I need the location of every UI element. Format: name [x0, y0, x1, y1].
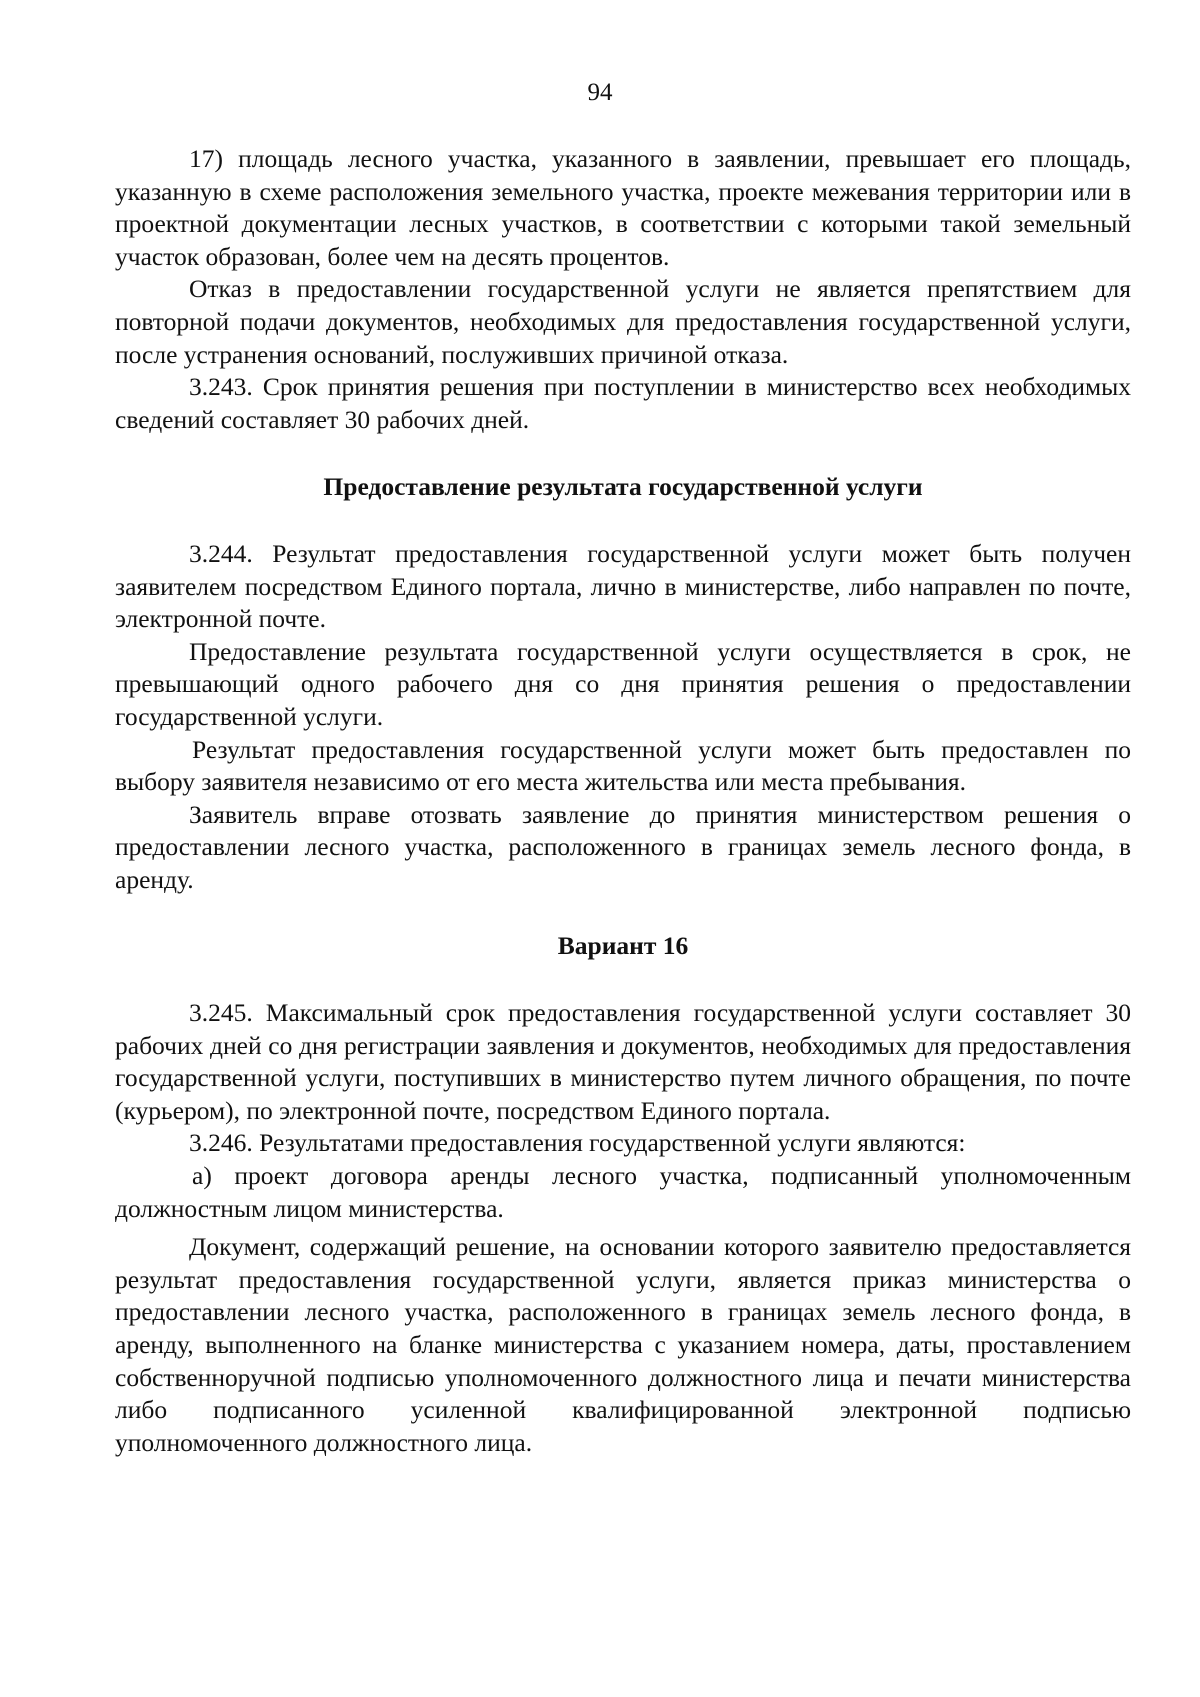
document-body	[115, 143, 1131, 1459]
paragraph-3-243: 3.243. Срок принятия решения при поступлении в министерство всех необходимых сведений составляет 30 рабочих дней.	[115, 372, 1131, 434]
paragraph-result-term: Предоставление результата государственной услуги осуществляется в срок, не превышающий одного рабочего дня со дня принятия решения о предоставлении государственной услуги.	[115, 636, 1131, 731]
paragraph-3-244: 3.244. Результат предоставления государственной услуги может быть получен заявителем посредством Единого портала, лично в министерстве, либо направлен по почте, электронной почте.	[115, 538, 1131, 634]
page-number: 94	[587, 79, 613, 106]
paragraph-result-choice: Результат предоставления государственной услуги может быть предоставлен по выбору заявителя независимо от его места жительства или места пребывания.	[115, 734, 1131, 797]
section-heading-result: Предоставление результата государственной услуги	[323, 472, 923, 502]
paragraph-decision-document: Документ, содержащий решение, на основании которого заявителю предоставляется результат предоставления государственной услуги, является приказ министерства о предоставлении лесного участка, расположенного в границах земель лесного фонда, в аренду, выполненного на бланке министерства с указанием номера, даты, проставлением собственноручной подписью уполномоченного должностного лица и печати министерства либо подписанного усиленной квалифицированной электронной подписью уполномоченного должностного лица.	[115, 1232, 1131, 1457]
section-heading-variant-16: Вариант 16	[557, 931, 689, 961]
paragraph-refusal-note: Отказ в предоставлении государственной услуги не является препятствием для повторной подачи документов, необходимых для предоставления государственной услуги, после устранения оснований, послуживших причиной отказа.	[115, 274, 1131, 369]
paragraph-3-245: 3.245. Максимальный срок предоставления государственной услуги составляет 30 рабочих дней со дня регистрации заявления и документов, необходимых для предоставления государственной услуги, поступивших в министерство путем личного обращения, по почте (курьером), по электронной почте, посредством Единого портала.	[115, 998, 1131, 1125]
paragraph-3-246: 3.246. Результатами предоставления государственной услуги являются:	[189, 1128, 966, 1158]
paragraph-item-17: 17) площадь лесного участка, указанного в заявлении, превышает его площадь, указанную в схеме расположения земельного участка, проекте межевания территории или в проектной документации лесных участков, в соответствии с которыми такой земельный участок образован, более чем на десять процентов.	[115, 144, 1131, 271]
paragraph-item-a: а) проект договора аренды лесного участка, подписанный уполномоченным должностным лицом министерства.	[115, 1161, 1131, 1223]
paragraph-withdrawal: Заявитель вправе отозвать заявление до принятия министерством решения о предоставлении лесного участка, расположенного в границах земель лесного фонда, в аренду.	[115, 799, 1131, 894]
